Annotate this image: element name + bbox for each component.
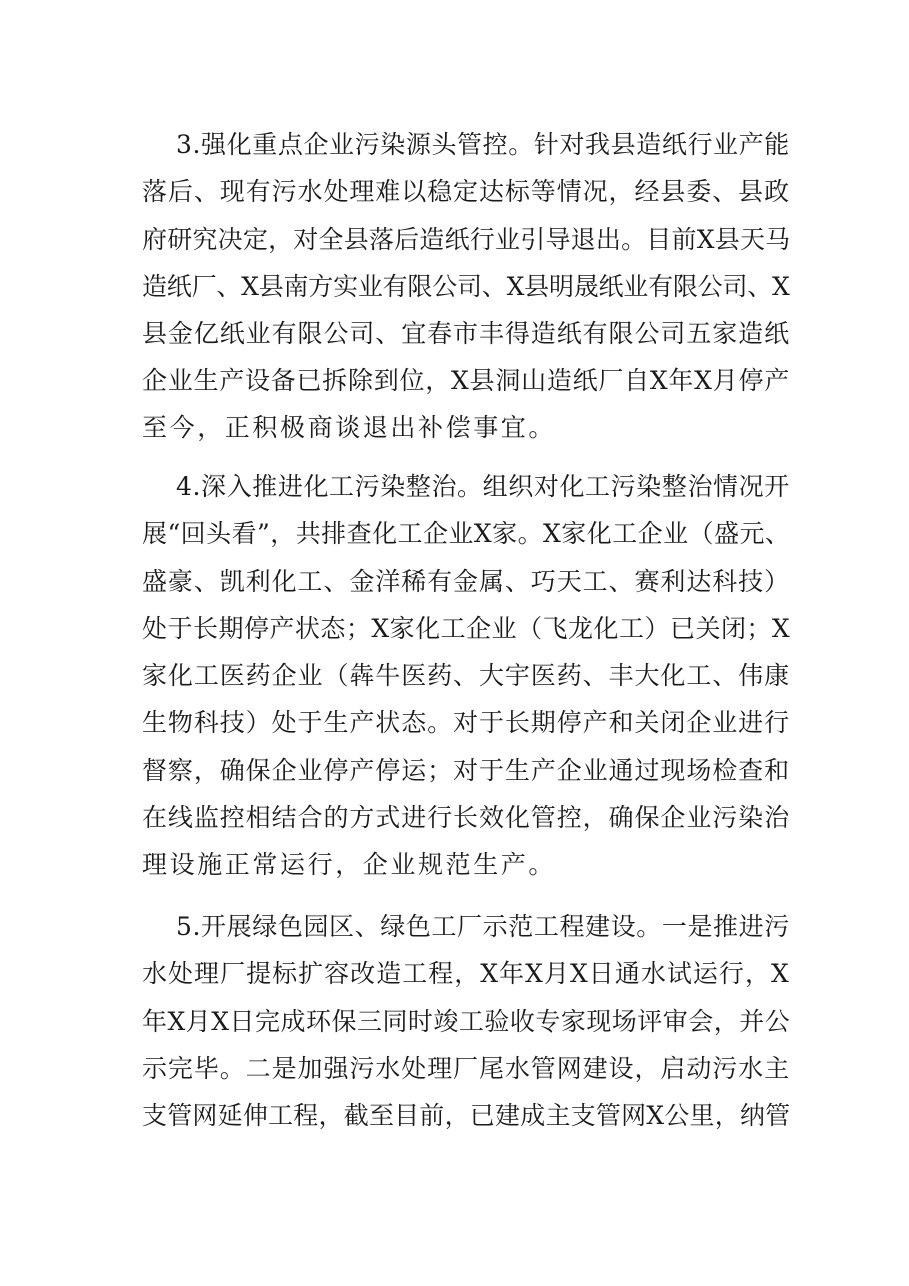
paragraph-3-line-7: 至今，正积极商谈退出补偿事宜。 <box>142 413 557 442</box>
paragraph-3-line-2: 落后、现有污水处理难以稳定达标等情况，经县委、县政 <box>142 177 791 206</box>
paragraph-5-line-1: 5.开展绿色园区、绿色工厂示范工程建设。一是推进污 <box>176 912 790 941</box>
paragraph-4-line-1: 4.深入推进化工污染整治。组织对化工污染整治情况开 <box>176 472 790 501</box>
paragraph-4-line-6: 生物科技）处于生产状态。对于长期停产和关闭企业进行 <box>142 708 791 737</box>
paragraph-4-line-4: 处于长期停产状态；X家化工企业（飞龙化工）已关闭；X <box>142 614 791 643</box>
paragraph-4-line-9: 理设施正常运行，企业规范生产。 <box>142 850 557 879</box>
paragraph-3-line-5: 县金亿纸业有限公司、宜春市丰得造纸有限公司五家造纸 <box>142 319 791 348</box>
paragraph-4-line-8: 在线监控相结合的方式进行长效化管控，确保企业污染治 <box>142 803 791 832</box>
paragraph-5-line-2: 水处理厂提标扩容改造工程，X年X月X日通水试运行，X <box>142 959 790 988</box>
paragraph-5-line-3: 年X月X日完成环保三同时竣工验收专家现场评审会，并公 <box>142 1007 791 1036</box>
paragraph-4-line-3: 盛豪、凯利化工、金洋稀有金属、巧天工、赛利达科技） <box>142 567 791 596</box>
paragraph-5-line-5: 支管网延伸工程，截至目前，已建成主支管网X公里，纳管 <box>142 1101 791 1130</box>
paragraph-5-line-4: 示完毕。二是加强污水处理厂尾水管网建设，启动污水主 <box>142 1054 791 1083</box>
paragraph-4-line-5: 家化工医药企业（犇牛医药、大宇医药、丰大化工、伟康 <box>142 661 791 690</box>
paragraph-3-line-3: 府研究决定，对全县落后造纸行业引导退出。目前X县天马 <box>142 225 791 254</box>
paragraph-3-line-4: 造纸厂、X县南方实业有限公司、X县明晟纸业有限公司、X <box>142 272 790 301</box>
paragraph-3-line-1: 3.强化重点企业污染源头管控。针对我县造纸行业产能 <box>176 130 790 159</box>
paragraph-4-line-2: 展“回头看”，共排查化工企业X家。X家化工企业（盛元、 <box>142 519 791 548</box>
paragraph-4-line-7: 督察，确保企业停产停运；对于生产企业通过现场检查和 <box>142 756 791 785</box>
paragraph-3-line-6: 企业生产设备已拆除到位，X县洞山造纸厂自X年X月停产 <box>142 366 790 395</box>
